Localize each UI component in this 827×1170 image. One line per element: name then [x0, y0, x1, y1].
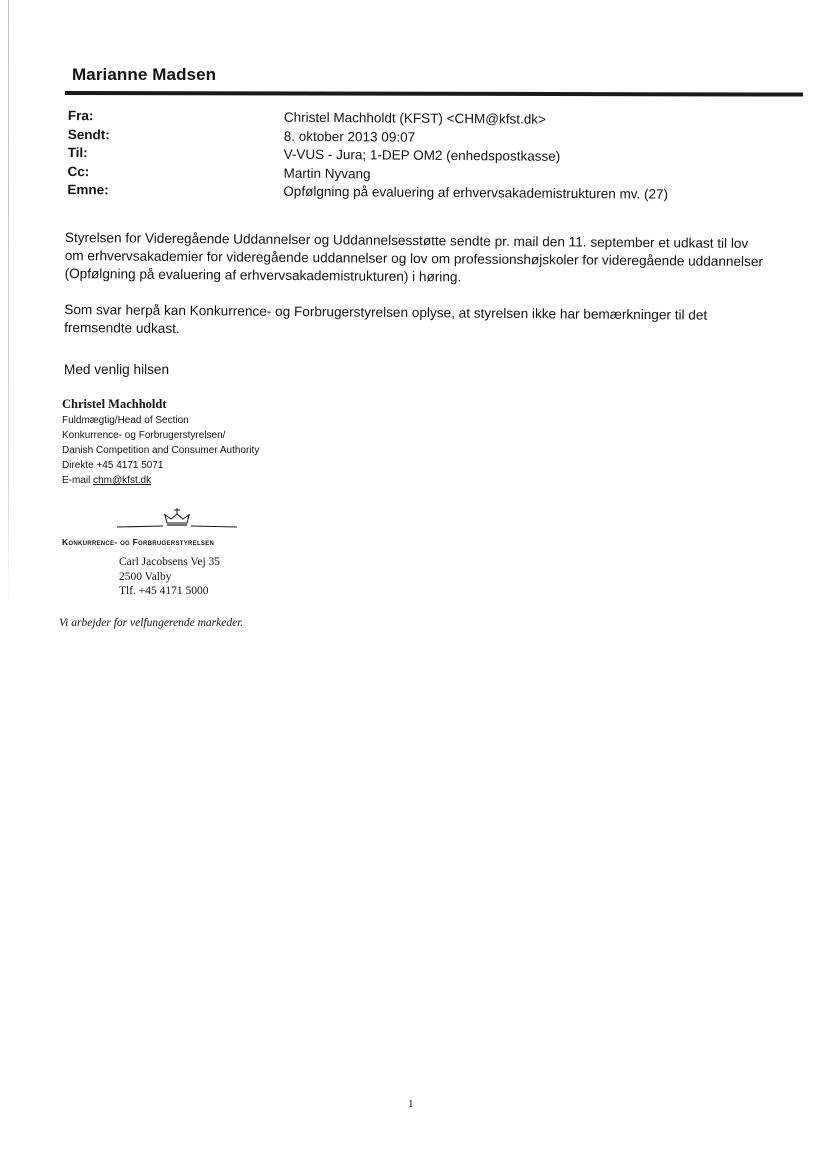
signature-org-en: Danish Competition and Consumer Authority [62, 445, 260, 456]
greeting: Med venlig hilsen [64, 362, 170, 377]
signature-name: Christel Machholdt [62, 397, 167, 411]
subject-value: Opfølgning på evaluering af erhvervsakademistrukturen mv. (27) [283, 183, 669, 202]
subject-label: Emne: [67, 181, 109, 198]
sent-label: Sendt: [67, 126, 110, 142]
body-paragraph-2 [64, 301, 809, 343]
signature-email-line [62, 473, 259, 488]
cc-label: Cc: [67, 163, 90, 179]
header-divider [65, 91, 803, 97]
body-p2-line-1: Som svar herpå kan Konkurrence- og Forbrugerstyrelsen oplyse, at styrelsen ikke har bemærkninger til det [64, 301, 708, 323]
cc-value: Martin Nyvang [283, 165, 371, 181]
body-p2-line-2: fremsendte udkast. [64, 319, 180, 337]
address-street: Carl Jacobsens Vej 35 [119, 556, 221, 568]
body-p1-line-3: (Opfølgning på evaluering af erhvervsakademistrukturen) i høring. [64, 265, 462, 285]
signature-email-link[interactable]: chm@kfst.dk [93, 475, 152, 486]
crown-icon [117, 505, 242, 535]
agency-name: Konkurrence- og Forbrugerstyrelsen [62, 537, 215, 547]
scan-edge-shadow [8, 0, 9, 610]
agency-address [119, 555, 220, 599]
address-city: 2500 Valby [119, 570, 172, 583]
from-label: Fra: [67, 107, 94, 124]
slogan: Vi arbejder for velfungerende markeder. [59, 617, 244, 629]
body-p1-line-2: om erhvervsakademier for videregående uddannelser og lov om professionshøjskoler for videregående uddannelser [64, 247, 764, 270]
page-number: 1 [408, 1098, 414, 1110]
email-header [67, 107, 808, 205]
mailbox-owner-name: Marianne Madsen [72, 65, 217, 84]
to-value: V-VUS - Jura; 1-DEP OM2 (enhedspostkasse) [283, 146, 561, 164]
from-value: Christel Machholdt (KFST) <CHM@kfst.dk> [283, 109, 547, 127]
signature-email-prefix: E-mail [62, 475, 91, 486]
sent-value: 8. oktober 2013 09:07 [283, 128, 416, 145]
signature-title: Fuldmægtig/Head of Section [62, 415, 189, 426]
signature-block [62, 397, 259, 488]
to-label: Til: [67, 144, 88, 161]
address-phone: Tlf. +45 4171 5000 [119, 585, 209, 597]
body-p1-line-1: Styrelsen for Videregående Uddannelser og Uddannelsesstøtte sendte pr. mail den 11. september et udkast til lov [64, 229, 749, 251]
email-body [64, 229, 810, 361]
body-paragraph-1 [65, 229, 810, 289]
signature-org-da: Konkurrence- og Forbrugerstyrelsen/ [62, 430, 226, 441]
signature-phone: Direkte +45 4171 5071 [62, 460, 164, 471]
